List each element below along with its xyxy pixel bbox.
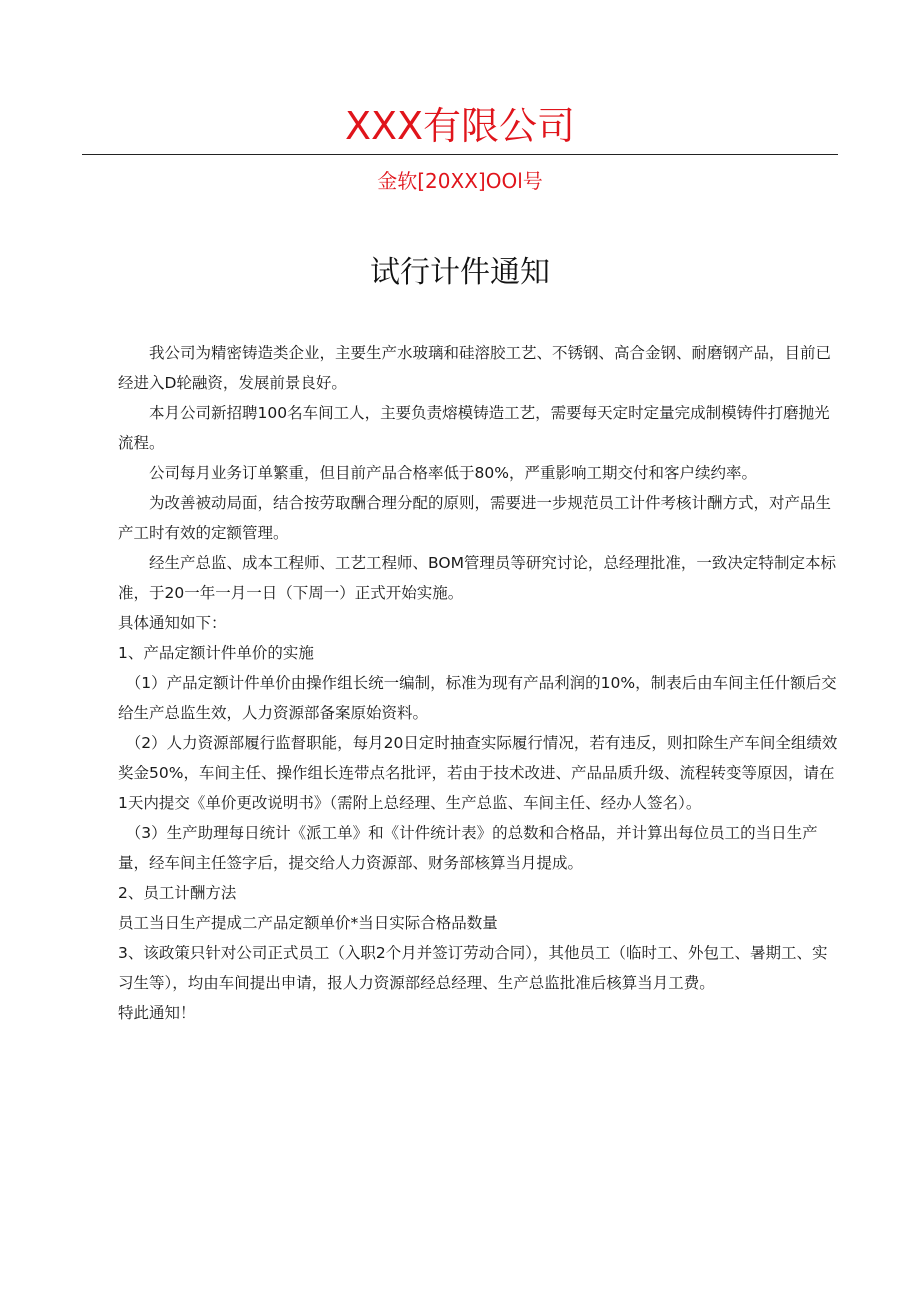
- section-3-paragraph: 3、该政策只针对公司正式员工（入职2个月并签订劳动合同），其他员工（临时工、外包工、暑期工、实习生等），均由车间提出申请，报人力资源部经总经理、生产总监批准后核算当月工费。: [118, 944, 828, 992]
- paragraph-recruitment: 本月公司新招聘100名车间工人，主要负责熔模铸造工艺，需要每天定时定量完成制模铸件打磨抛光流程。: [118, 404, 830, 452]
- section-2-heading: 2、员工计酬方法: [118, 884, 237, 902]
- paragraph-details-intro: 具体通知如下：: [118, 614, 227, 632]
- closing-line: 特此通知！: [118, 1004, 196, 1022]
- section-1-heading: 1、产品定额计件单价的实施: [118, 644, 314, 662]
- paragraph-intro: 我公司为精密铸造类企业，主要生产水玻璃和硅溶胶工艺、不锈钢、高合金钢、耐磨钢产品，目前已经进入D轮融资，发展前景良好。: [118, 344, 832, 392]
- paragraph-approval: 经生产总监、成本工程师、工艺工程师、BOM管理员等研究讨论，总经理批准，一致决定特制定本标准，于20一年一月一日（下周一）正式开始实施。: [118, 554, 836, 602]
- section-1-item-1: （1）产品定额计件单价由操作组长统一编制，标准为现有产品利润的10%，制表后由车间主任什额后交给生产总监生效，人力资源部备案原始资料。: [118, 674, 837, 722]
- paragraph-orders: 公司每月业务订单繁重，但目前产品合格率低于80%，严重影响工期交付和客户续约率。: [149, 464, 757, 482]
- document-title: 试行计件通知: [370, 255, 550, 290]
- company-name: XXX有限公司: [344, 104, 576, 148]
- paragraph-improvement: 为改善被动局面，结合按劳取酬合理分配的原则，需要进一步规范员工计件考核计酬方式，对产品生产工时有效的定额管理。: [118, 494, 832, 542]
- section-1-item-2: （2）人力资源部履行监督职能，每月20日定时抽查实际履行情况，若有违反，则扣除生产车间全组绩效奖金50%，车间主任、操作组长连带点名批评，若由于技术改进、产品品质升级、流程转变等原因，请在1天内提交《单价更改说明书》（需附上总经理、生产总监、车间主任、经办人签名）。: [118, 734, 838, 812]
- document-body: [118, 338, 840, 1028]
- header-divider: [82, 154, 838, 155]
- document-number: 金软[20XX]OOl号: [377, 169, 543, 193]
- section-2-formula: 员工当日生产提成二产品定额单价*当日实际合格品数量: [118, 914, 498, 932]
- section-1-item-3: （3）生产助理每日统计《派工单》和《计件统计表》的总数和合格品，并计算出每位员工的当日生产量，经车间主任签字后，提交给人力资源部、财务部核算当月提成。: [118, 824, 818, 872]
